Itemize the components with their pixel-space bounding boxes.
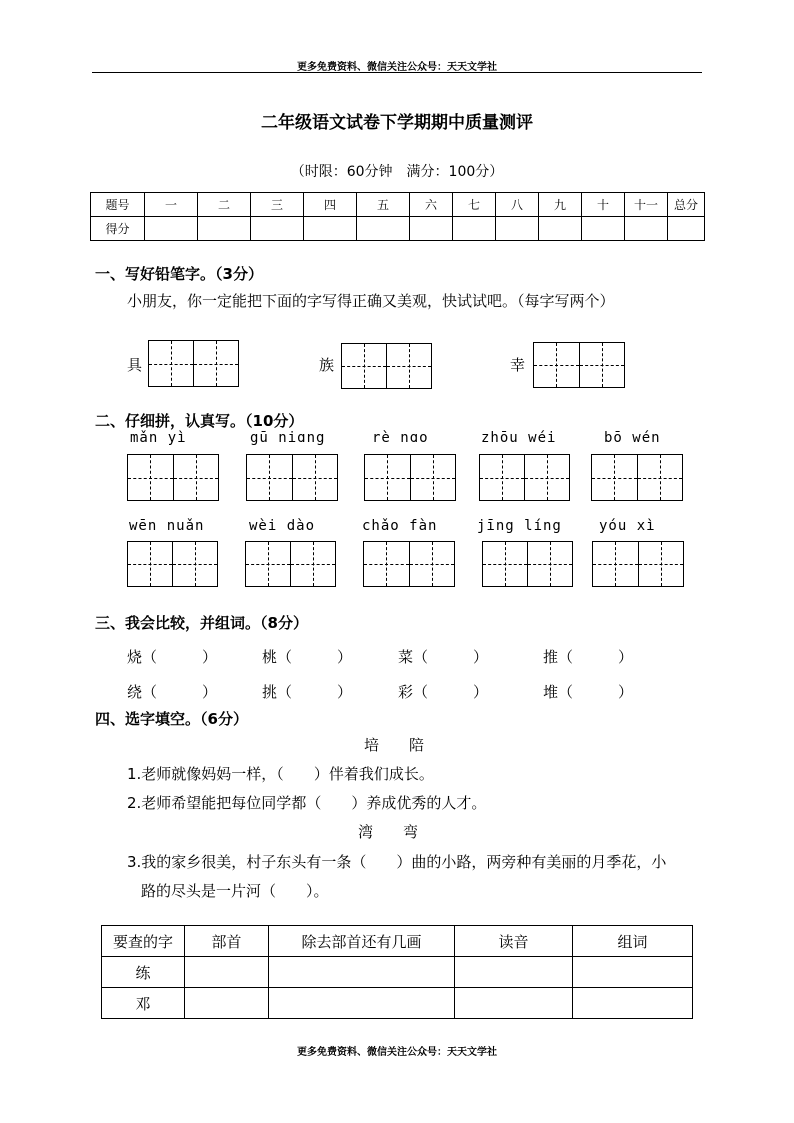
page-title: 二年级语文试卷下学期期中质量测评	[261, 113, 533, 133]
writing-grid[interactable]	[127, 541, 218, 587]
lookup-answer-cell[interactable]	[455, 988, 573, 1019]
lookup-row	[102, 988, 693, 1019]
score-input-cell[interactable]	[304, 217, 357, 241]
pinyin-label: wèi dào	[249, 518, 316, 534]
lookup-header-cell: 要查的字	[102, 926, 185, 957]
section2-heading: 二、仔细拼，认真写。（10分）	[95, 412, 304, 430]
compare-item: 烧（ ）	[127, 648, 218, 666]
compare-item: 绕（ ）	[127, 683, 218, 701]
question-3-line-2: 路的尽头是一片河（ ）。	[141, 882, 329, 900]
compare-item: 菜（ ）	[398, 648, 489, 666]
score-input-cell[interactable]	[357, 217, 410, 241]
score-input-cell[interactable]	[251, 217, 304, 241]
question-3-line-1: 3.我的家乡很美，村子东头有一条（ ）曲的小路，两旁种有美丽的月季花，小	[127, 853, 667, 871]
lookup-row	[102, 957, 693, 988]
char-pair: 湾 弯	[358, 823, 419, 841]
lookup-char-cell: 练	[102, 957, 185, 988]
lookup-answer-cell[interactable]	[573, 957, 693, 988]
score-table-header-row	[91, 193, 705, 217]
practice-char: 具	[127, 356, 143, 374]
score-input-cell[interactable]	[668, 217, 705, 241]
lookup-header-row	[102, 926, 693, 957]
header-rule	[92, 72, 702, 73]
lookup-header-cell: 组词	[573, 926, 693, 957]
score-cell: 九	[539, 193, 582, 217]
score-cell: 总分	[668, 193, 705, 217]
compare-item: 推（ ）	[543, 648, 634, 666]
footer-note: 更多免费资料、微信关注公众号：天天文学社	[297, 1047, 497, 1058]
score-cell: 八	[496, 193, 539, 217]
lookup-answer-cell[interactable]	[573, 988, 693, 1019]
section3-heading: 三、我会比较，并组词。（8分）	[95, 614, 308, 632]
pinyin-label: gū niɑng	[250, 430, 326, 446]
pinyin-label: rè nɑo	[372, 430, 429, 446]
lookup-char-cell: 邓	[102, 988, 185, 1019]
section1-instruction: 小朋友，你一定能把下面的字写得正确又美观，快试试吧。（每字写两个）	[127, 292, 615, 310]
writing-grid[interactable]	[591, 454, 683, 501]
score-cell: 二	[198, 193, 251, 217]
pinyin-label: jīng líng	[477, 518, 562, 534]
practice-char: 幸	[510, 356, 526, 374]
writing-grid[interactable]	[245, 541, 336, 587]
section4-heading: 四、选字填空。（6分）	[95, 710, 248, 728]
score-input-cell[interactable]	[410, 217, 453, 241]
writing-grid[interactable]	[246, 454, 338, 501]
question-2: 2.老师希望能把每位同学都（ ）养成优秀的人才。	[127, 794, 487, 812]
lookup-table	[101, 925, 693, 1019]
score-input-cell[interactable]	[198, 217, 251, 241]
score-input-cell[interactable]	[496, 217, 539, 241]
page-subtitle: （时限：60分钟 满分：100分）	[290, 164, 504, 180]
compare-item: 堆（ ）	[543, 683, 634, 701]
lookup-header-cell: 除去部首还有几画	[269, 926, 455, 957]
writing-grid[interactable]	[148, 340, 239, 387]
score-cell: 十一	[625, 193, 668, 217]
writing-grid[interactable]	[363, 541, 455, 587]
pinyin-label: zhōu wéi	[481, 430, 557, 446]
score-label-cell: 得分	[91, 217, 145, 241]
score-cell: 十	[582, 193, 625, 217]
writing-grid[interactable]	[479, 454, 570, 501]
practice-char: 族	[319, 356, 335, 374]
writing-grid[interactable]	[482, 541, 573, 587]
score-input-cell[interactable]	[539, 217, 582, 241]
score-cell: 六	[410, 193, 453, 217]
score-input-cell[interactable]	[453, 217, 496, 241]
header-note: 更多免费资料、微信关注公众号：天天文学社	[297, 62, 497, 73]
lookup-answer-cell[interactable]	[269, 988, 455, 1019]
score-cell: 一	[145, 193, 198, 217]
score-cell: 题号	[91, 193, 145, 217]
score-input-cell[interactable]	[582, 217, 625, 241]
pinyin-label: bō wén	[604, 430, 661, 446]
pinyin-label: chǎo fàn	[362, 518, 438, 534]
score-table-score-row	[91, 217, 705, 241]
score-input-cell[interactable]	[145, 217, 198, 241]
lookup-header-cell: 部首	[185, 926, 269, 957]
char-pair: 培 陪	[364, 736, 425, 754]
pinyin-label: wēn nuǎn	[129, 518, 205, 534]
lookup-answer-cell[interactable]	[455, 957, 573, 988]
writing-grid[interactable]	[341, 343, 432, 389]
writing-grid[interactable]	[592, 541, 684, 587]
lookup-answer-cell[interactable]	[269, 957, 455, 988]
writing-grid[interactable]	[127, 454, 219, 501]
score-cell: 七	[453, 193, 496, 217]
writing-grid[interactable]	[364, 454, 456, 501]
question-1: 1.老师就像妈妈一样，（ ）伴着我们成长。	[127, 765, 434, 783]
lookup-answer-cell[interactable]	[185, 988, 269, 1019]
score-cell: 五	[357, 193, 410, 217]
compare-item: 彩（ ）	[398, 683, 489, 701]
pinyin-label: yóu xì	[599, 518, 656, 534]
score-table	[90, 192, 705, 241]
section1-heading: 一、写好铅笔字。（3分）	[95, 265, 263, 283]
score-cell: 四	[304, 193, 357, 217]
writing-grid[interactable]	[533, 342, 625, 388]
pinyin-label: mǎn yì	[130, 430, 187, 446]
compare-item: 挑（ ）	[262, 683, 353, 701]
lookup-answer-cell[interactable]	[185, 957, 269, 988]
lookup-header-cell: 读音	[455, 926, 573, 957]
compare-item: 桃（ ）	[262, 648, 353, 666]
score-input-cell[interactable]	[625, 217, 668, 241]
score-cell: 三	[251, 193, 304, 217]
